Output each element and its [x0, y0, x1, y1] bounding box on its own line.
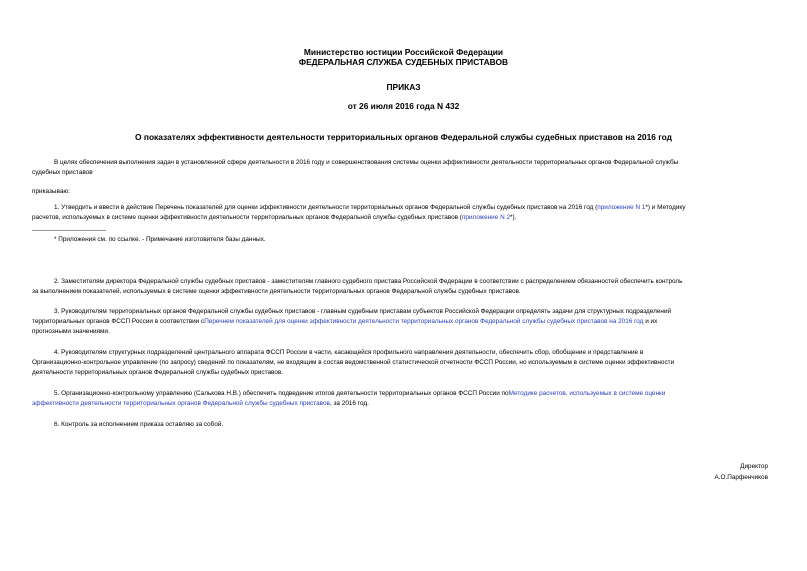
item-4-line: деятельности территориальных органов Федеральной службы судебных приставов. — [32, 369, 284, 376]
item-1-text: расчетов, используемых в системе оценки эффективности деятельности территориальных органов Федеральной службы судебных приставов ( — [32, 214, 462, 221]
ministry-heading: Министерство юстиции Российской Федерации — [303, 47, 504, 57]
item-6-paragraph — [32, 420, 768, 430]
item-5-line — [32, 389, 768, 399]
document-subject: О показателях эффективности деятельности территориальных органов Федеральной службы судебных приставов на 2016 год — [135, 132, 672, 142]
item-1-line — [32, 203, 768, 213]
order-word: приказываю: — [32, 188, 70, 195]
methodology-link[interactable]: Методике расчетов, используемых в системе оценки — [508, 390, 666, 397]
item-2-line: 2. Заместителям директора Федеральной службы судебных приставов - заместителям главного судебного пристава Российской Федерации в соответствии с распределением обязанностей обеспечить контроль — [54, 278, 683, 285]
item-5-text: , за 2016 год. — [329, 400, 369, 407]
item-4-line: 4. Руководителям структурных подразделений центрального аппарата ФССП России в части, касающейся профильного направления деятельности, обеспечить сбор, обобщение и представление в — [54, 349, 644, 356]
item-1-paragraph — [32, 203, 768, 223]
preamble-paragraph — [32, 158, 768, 178]
signature-title: Директор — [740, 463, 768, 470]
appendix-2-link[interactable]: приложение N 2 — [461, 214, 511, 221]
item-3-line — [32, 317, 768, 327]
item-1-text: *) и Методику — [645, 204, 686, 211]
indicators-list-link[interactable]: Перечнем показателей для оценки эффективности деятельности территориальных органов Федеральной службы судебных приставов на 2016 год — [204, 318, 644, 325]
item-6-line: 6. Контроль за исполнением приказа оставляю за собой. — [54, 421, 224, 428]
item-3-line: 3. Руководителям территориальных органов Федеральной службы судебных приставов - главным судебным приставам субъектов Российской Федерации определять задачи для структурных подразделений — [54, 308, 672, 315]
document-type: ПРИКАЗ — [386, 82, 421, 92]
item-1-text: *). — [510, 214, 517, 221]
item-1-text: 1. Утвердить и ввести в действие Перечень показателей для оценки эффективности деятельности территориальных органов Федеральной службы судебных приставов на 2016 год ( — [54, 204, 598, 211]
item-3-line: прогнозными значениями. — [32, 328, 110, 335]
footnote-text: * Приложения см. по ссылке. - Примечание изготовителя базы данных. — [54, 236, 266, 243]
preamble-line: В целях обеспечения выполнения задач в установленной сфере деятельности в 2016 году и совершенствования системы оценки эффективности деятельности территориальных органов Федеральной службы — [54, 159, 679, 166]
item-3-text: территориальных органов ФССП России в соответствии с — [32, 318, 205, 325]
item-2-line: за выполнением показателей, используемых в системе оценки эффективности деятельности территориальных органов Федеральной службы судебных приставов. — [32, 288, 521, 295]
preamble-line: судебных приставов — [32, 169, 93, 176]
item-4-paragraph — [32, 348, 768, 378]
footnote — [32, 235, 768, 245]
item-5-paragraph — [32, 389, 768, 409]
item-5-line — [32, 399, 768, 409]
appendix-1-link[interactable]: приложение N 1 — [597, 204, 646, 211]
item-3-paragraph — [32, 307, 768, 337]
document-date-number: от 26 июля 2016 года N 432 — [347, 101, 460, 111]
service-heading: ФЕДЕРАЛЬНАЯ СЛУЖБА СУДЕБНЫХ ПРИСТАВОВ — [298, 57, 509, 67]
item-2-paragraph — [32, 277, 768, 297]
signature-name: А.О.Парфенчиков — [714, 474, 768, 481]
item-3-text: и их — [643, 318, 658, 325]
item-1-line — [32, 213, 768, 223]
item-4-line: Организационно-контрольное управление (по запросу) сведений по показателям, не входящим в состав ведомственной статистической отчетности ФССП России, но используемым в системе оценки эффективности — [32, 359, 675, 366]
footnote-divider — [32, 230, 106, 231]
item-5-text: 5. Организационно-контрольному управлению (Салькова Н.В.) обеспечить подведение итогов деятельности территориальных органов ФССП России по — [54, 390, 509, 397]
methodology-link[interactable]: эффективности деятельности территориальных органов Федеральной службы судебных приставов — [32, 400, 330, 407]
